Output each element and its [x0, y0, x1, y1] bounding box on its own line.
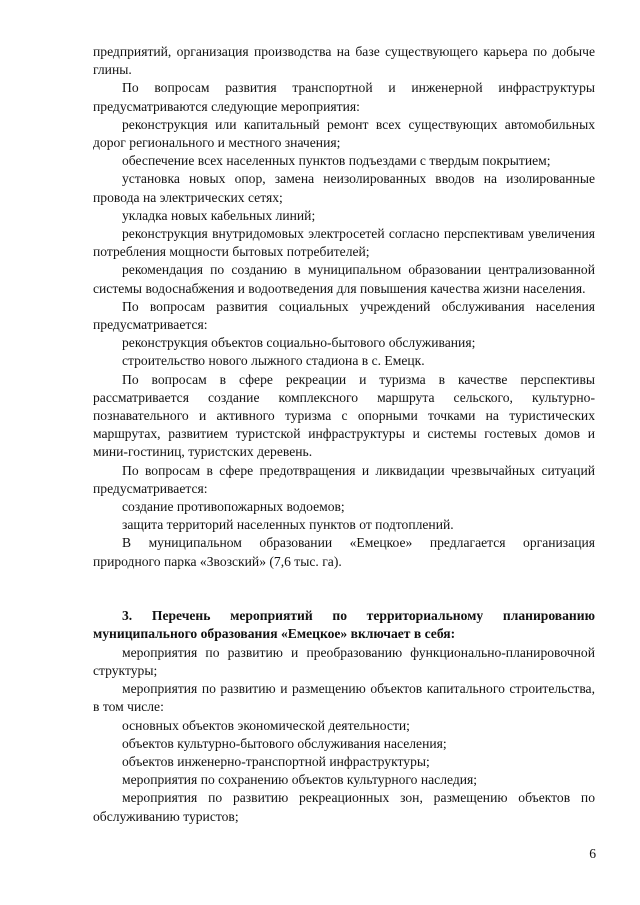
- paragraph: По вопросам в сфере рекреации и туризма в качестве перспективы рассматривается создание комплексного маршрута сельского, культурно-познавательного и активного туризма с опорными точками на туристических маршрутах, развитием туристской инфраструктуры и системы гостевых домов и мини-гостиниц, туристских деревень.: [93, 371, 595, 460]
- paragraph: установка новых опор, замена неизолированных вводов на изолированные провода на электрических сетях;: [93, 171, 595, 205]
- paragraph: строительство нового лыжного стадиона в с. Емецк.: [122, 353, 425, 369]
- page-body: [93, 43, 595, 826]
- paragraph: обеспечение всех населенных пунктов подъездами с твердым покрытием;: [122, 153, 551, 169]
- paragraph: объектов инженерно-транспортной инфраструктуры;: [122, 753, 430, 769]
- paragraph: В муниципальном образовании «Емецкое» предлагается организация природного парка «Звозский» (7,6 тыс. га).: [93, 535, 595, 569]
- paragraph: реконструкция или капитальный ремонт всех существующих автомобильных дорог регионального и местного значения;: [93, 116, 595, 151]
- paragraph: рекомендация по созданию в муниципальном образовании централизованной системы водоснабжения и водоотведения для повышения качества жизни населения.: [93, 262, 595, 296]
- paragraph: реконструкция объектов социально-бытового обслуживания;: [122, 335, 476, 351]
- section-heading: 3. Перечень мероприятий по территориальному планированию муниципального образования «Емецкое» включает в себя:: [93, 608, 595, 642]
- page-number: 6: [589, 846, 596, 861]
- paragraph: предприятий, организация производства на базе существующего карьера по добыче глины.: [93, 44, 595, 78]
- paragraph: укладка новых кабельных линий;: [122, 207, 316, 223]
- paragraph: По вопросам развития социальных учреждений обслуживания населения предусматривается:: [93, 298, 595, 333]
- paragraph: По вопросам развития транспортной и инженерной инфраструктуры предусматриваются следующие мероприятия:: [93, 80, 595, 114]
- paragraph: мероприятия по развитию рекреационных зон, размещению объектов по обслуживанию туристов;: [93, 790, 595, 824]
- paragraph: основных объектов экономической деятельности;: [122, 717, 410, 733]
- paragraph: защита территорий населенных пунктов от подтоплений.: [122, 517, 454, 533]
- paragraph: мероприятия по сохранению объектов культурного наследия;: [122, 772, 478, 788]
- paragraph: мероприятия по развитию и преобразованию функционально-планировочной структуры;: [93, 644, 595, 678]
- section-spacer: [93, 571, 595, 607]
- paragraph: реконструкция внутридомовых электросетей согласно перспективам увеличения потребления мощности бытовых потребителей;: [93, 226, 595, 260]
- paragraph: создание противопожарных водоемов;: [122, 499, 345, 515]
- paragraph: мероприятия по развитию и размещению объектов капитального строительства, в том числе:: [93, 681, 595, 715]
- paragraph: По вопросам в сфере предотвращения и ликвидации чрезвычайных ситуаций предусматривается:: [93, 462, 595, 496]
- paragraph: объектов культурно-бытового обслуживания населения;: [122, 735, 447, 751]
